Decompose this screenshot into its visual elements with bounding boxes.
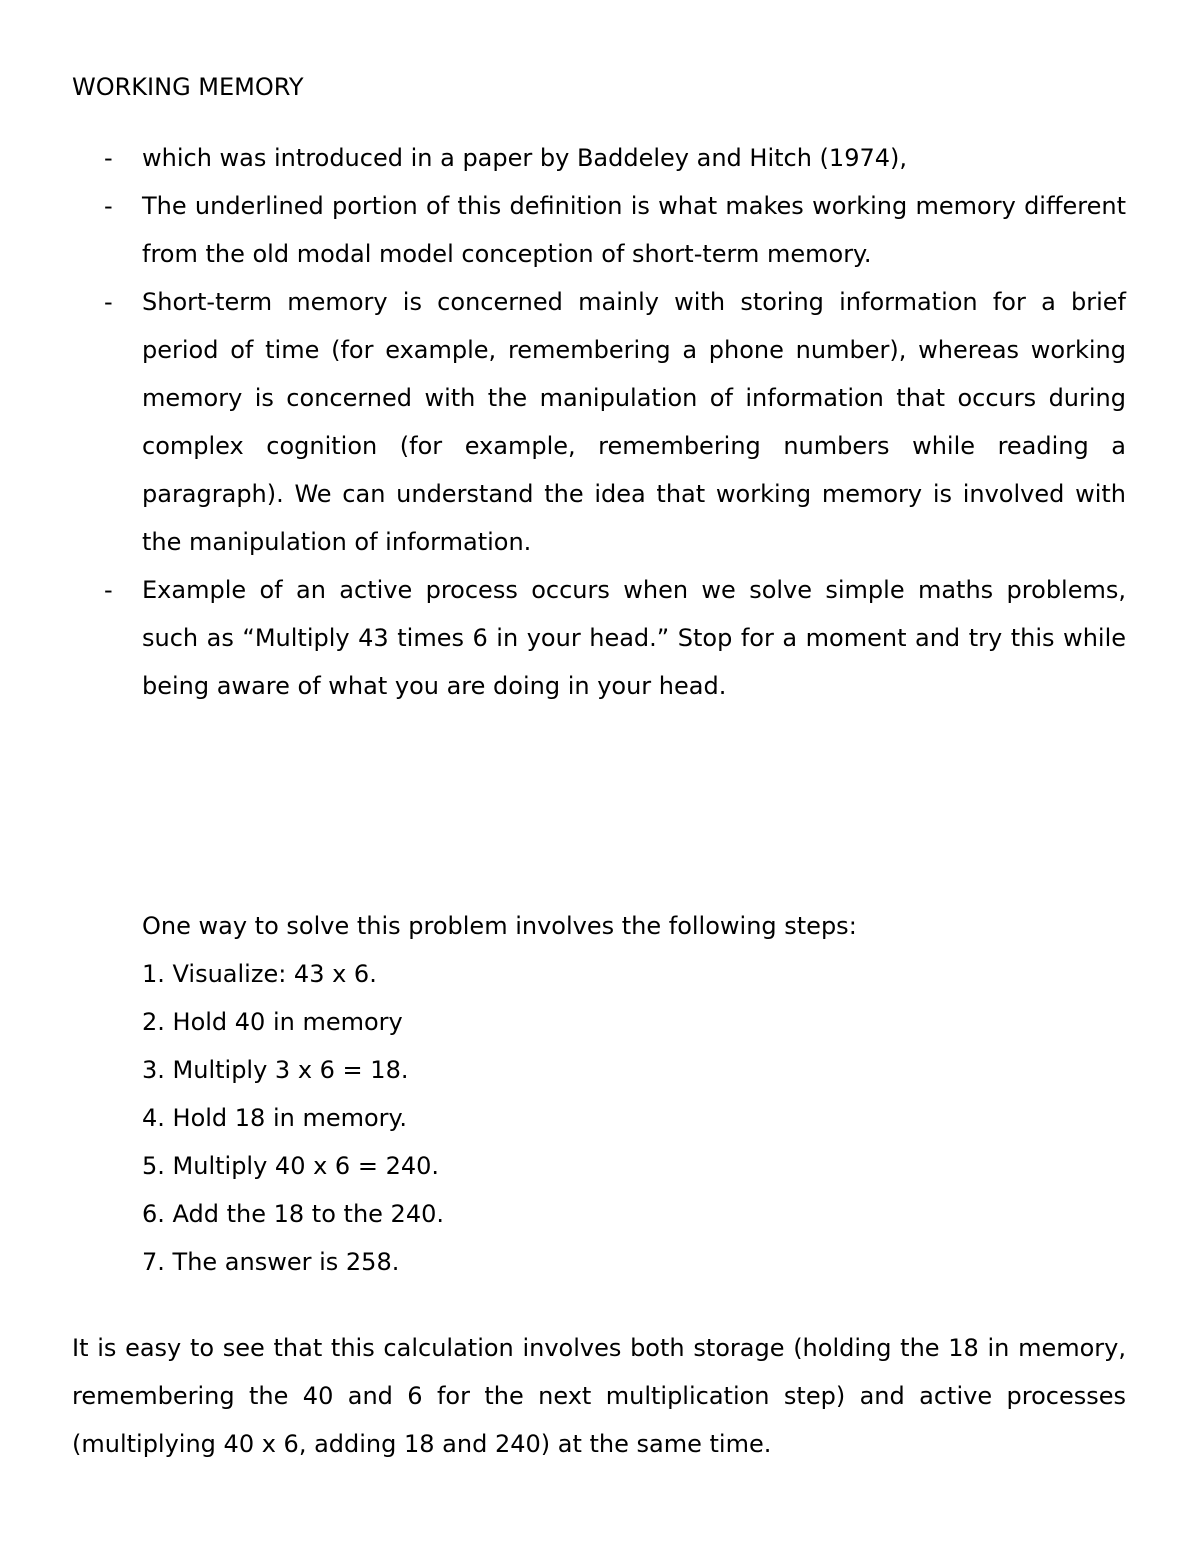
steps-list [142,950,444,1286]
step-item: 7. The answer is 258. [142,1248,400,1276]
bullet-marker: - [104,288,113,316]
bullet-marker: - [104,192,113,220]
conclusion-paragraph: It is easy to see that this calculation involves both storage (holding the 18 in memory, remembering the 40 and 6 for the next multiplication step) and active processes (multiplying 40 x 6, adding 18 and 240) at the same time. [72,1334,1126,1458]
step-item: 5. Multiply 40 x 6 = 240. [142,1152,439,1180]
document-title: WORKING MEMORY [72,73,304,101]
bullet-text: Short-term memory is concerned mainly with storing information for a brief period of time (for example, remembering a phone number), whereas working memory is concerned with the manipulation of information that occurs during complex cognition (for example, remembering numbers while reading a paragraph). We can understand the idea that working memory is involved with the manipulation of information. [142,288,1126,556]
bullet-text: which was introduced in a paper by Baddeley and Hitch (1974), [142,144,907,172]
step-item: 1. Visualize: 43 x 6. [142,960,377,988]
bullet-marker: - [104,576,113,604]
step-item: 2. Hold 40 in memory [142,1008,403,1036]
bullet-list [0,134,1200,710]
bullet-marker: - [104,144,113,172]
bullet-text: The underlined portion of this definition is what makes working memory different from the old modal model conception of short-term memory. [142,192,1126,268]
bullet-item [0,566,1126,710]
bullet-item [0,278,1126,566]
step-item: 4. Hold 18 in memory. [142,1104,407,1132]
bullet-item [0,182,1126,278]
step-item: 3. Multiply 3 x 6 = 18. [142,1056,409,1084]
steps-intro: One way to solve this problem involves the following steps: [142,912,857,940]
bullet-item [0,134,1126,182]
step-item: 6. Add the 18 to the 240. [142,1200,444,1228]
bullet-text: Example of an active process occurs when we solve simple maths problems, such as “Multiply 43 times 6 in your head.” Stop for a moment and try this while being aware of what you are doing in your head. [142,576,1126,700]
